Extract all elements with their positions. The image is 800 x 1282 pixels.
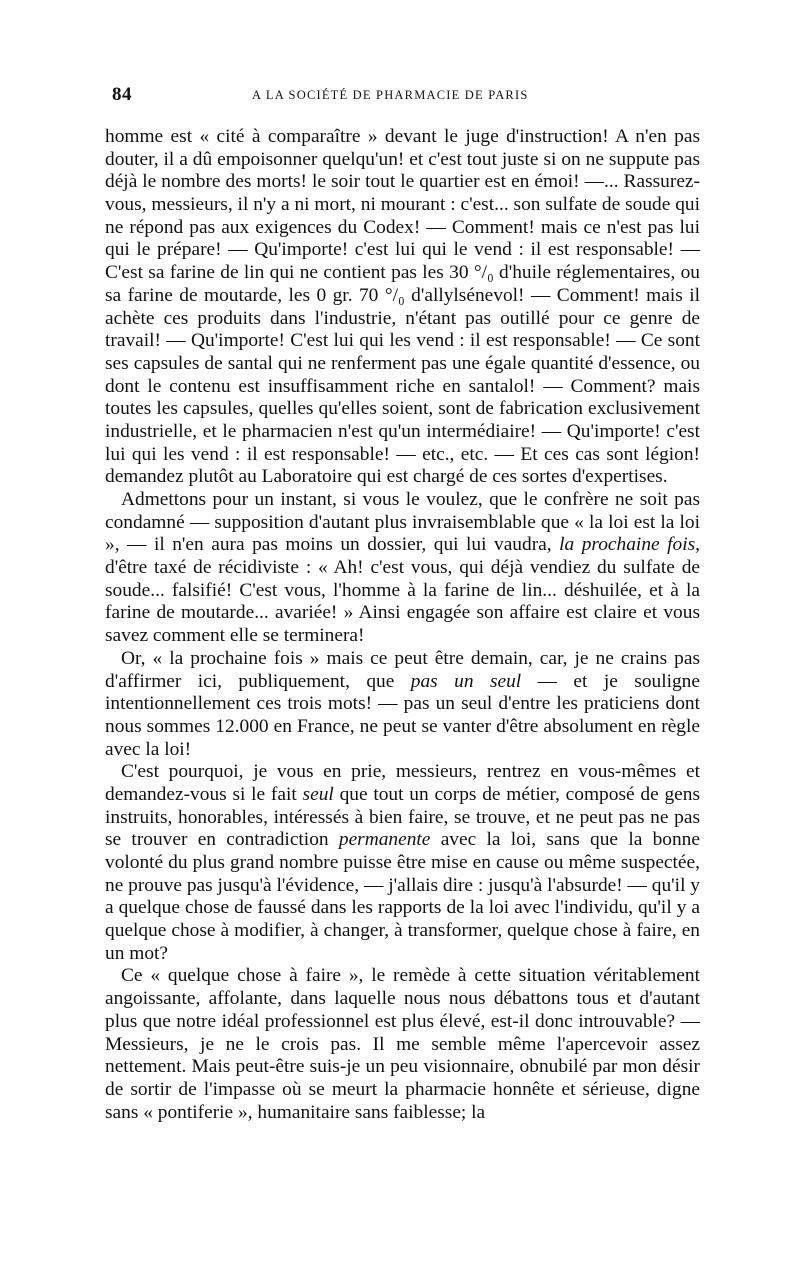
paragraph-text: — et je souligne intentionnellement ces trois mots! — pas un seul d'entre les praticiens dont nous sommes 12.000 en France, ne peut se vanter d'être absolument en règle avec la loi! (105, 670, 700, 760)
paragraph-text: Admettons pour un instant, si vous le voulez, que le confrère ne soit pas condamné — supposition d'autant plus invraisemblable que « la loi est la loi », — il n'en aura pas moins un dossier, qui lui vaudra, (105, 489, 700, 556)
paragraph-text: avec la loi, sans que la bonne volonté du plus grand nombre puisse être mise en cause ou même suspectée, ne prouve pas jusqu'à l'évidence, — j'allais dire : jusqu'à l'absurde! — qu'il y a quelque chose de faussé dans les rapports de la loi avec l'individu, qu'il y a quelque chose à modifier, à changer, à transformer, quelque chose à faire, en un mot? (105, 829, 700, 964)
paragraph-text: , d'être taxé de récidiviste : « Ah! c'est vous, qui déjà vendiez du sulfate de soude... falsifié! C'est vous, l'homme à la farine de lin... déshuilée, et à la farine de moutarde... avariée! » Ainsi engagée son affaire est claire et vous savez comment elle se terminera! (105, 534, 700, 647)
paragraph-text: homme est « cité à comparaître » devant le juge d'instruction! A n'en pas douter, il a dû empoisonner quelqu'un! et c'est tout juste si on ne suppute pas déjà le nombre des morts! le soir tout le quartier est en émoi! —... Rassurez-vous, messieurs, il n'y a ni mort, ni mourant : c'est... son sulfate de soude qui ne répond pas aux exigences du Codex! — Comment! mais ce n'est pas lui qui le prépare! — Qu'importe! c'est lui qui le vend : il est responsable! — C'est sa farine de lin qui ne contient pas les 30 °/₀ d'huile réglementaires, ou sa farine de moutarde, les 0 gr. 70 °/₀ d'allylsénevol! — Comment! mais il achète ces produits dans l'industrie, n'étant pas outillé pour ce genre de travail! — Qu'importe! C'est lui qui les vend : il est responsable! — Ce sont ses capsules de santal qui ne renferment pas une égale quantité d'essence, ou dont le contenu est insuffisamment riche en santalol! — Comment? mais toutes les capsules, quelles qu'elles soient, sont de fabrication exclusivement industrielle, et le pharmacien n'est qu'un intermédiaire! — Qu'importe! c'est lui qui les vend : il est responsable! — etc., etc. — Et ces cas sont légion! demandez plutôt au Laboratoire qui est chargé de ces sortes d'expertises. (105, 126, 700, 488)
paragraph-text: C'est pourquoi, je vous en prie, messieurs, rentrez en vous-mêmes et demandez-vous si le fait (105, 761, 700, 805)
italic-word: permanente (338, 829, 431, 851)
paragraph-text: Ce « quelque chose à faire », le remède à cette situation véritablement angoissante, affolante, dans laquelle nous nous débattons tous et d'autant plus que notre idéal professionnel est plus élevé, est-il donc introuvable? — Messieurs, je ne le crois pas. Il me semble même l'apercevoir assez nettement. Mais peut-être suis-je un peu visionnaire, obnubilé par mon désir de sortir de l'impasse où se meurt la pharmacie honnête et sérieuse, digne sans « pontiferie », humanitaire sans faiblesse; la (105, 965, 700, 1123)
italic-phrase: pas un seul (410, 670, 522, 692)
paragraph-1 (105, 126, 700, 489)
paragraph-4 (105, 761, 700, 965)
paragraph-5 (105, 965, 700, 1124)
paragraph-3 (105, 648, 700, 761)
italic-phrase: la prochaine fois (559, 534, 696, 556)
running-title: A LA SOCIÉTÉ DE PHARMACIE DE PARIS (252, 88, 529, 102)
running-head (112, 84, 700, 108)
body-text (105, 126, 700, 1124)
paragraph-2 (105, 489, 700, 648)
italic-word: seul (302, 783, 334, 805)
page-number: 84 (112, 84, 132, 105)
paragraph-text: Or, « la prochaine fois » mais ce peut être demain, car, je ne crains pas d'affirmer ici, publiquement, que (105, 647, 700, 692)
paragraph-text: que tout un corps de métier, composé de gens instruits, honorables, intéressés à bien faire, se trouve, et ne peut pas ne pas se trouver en contradiction (105, 783, 700, 851)
